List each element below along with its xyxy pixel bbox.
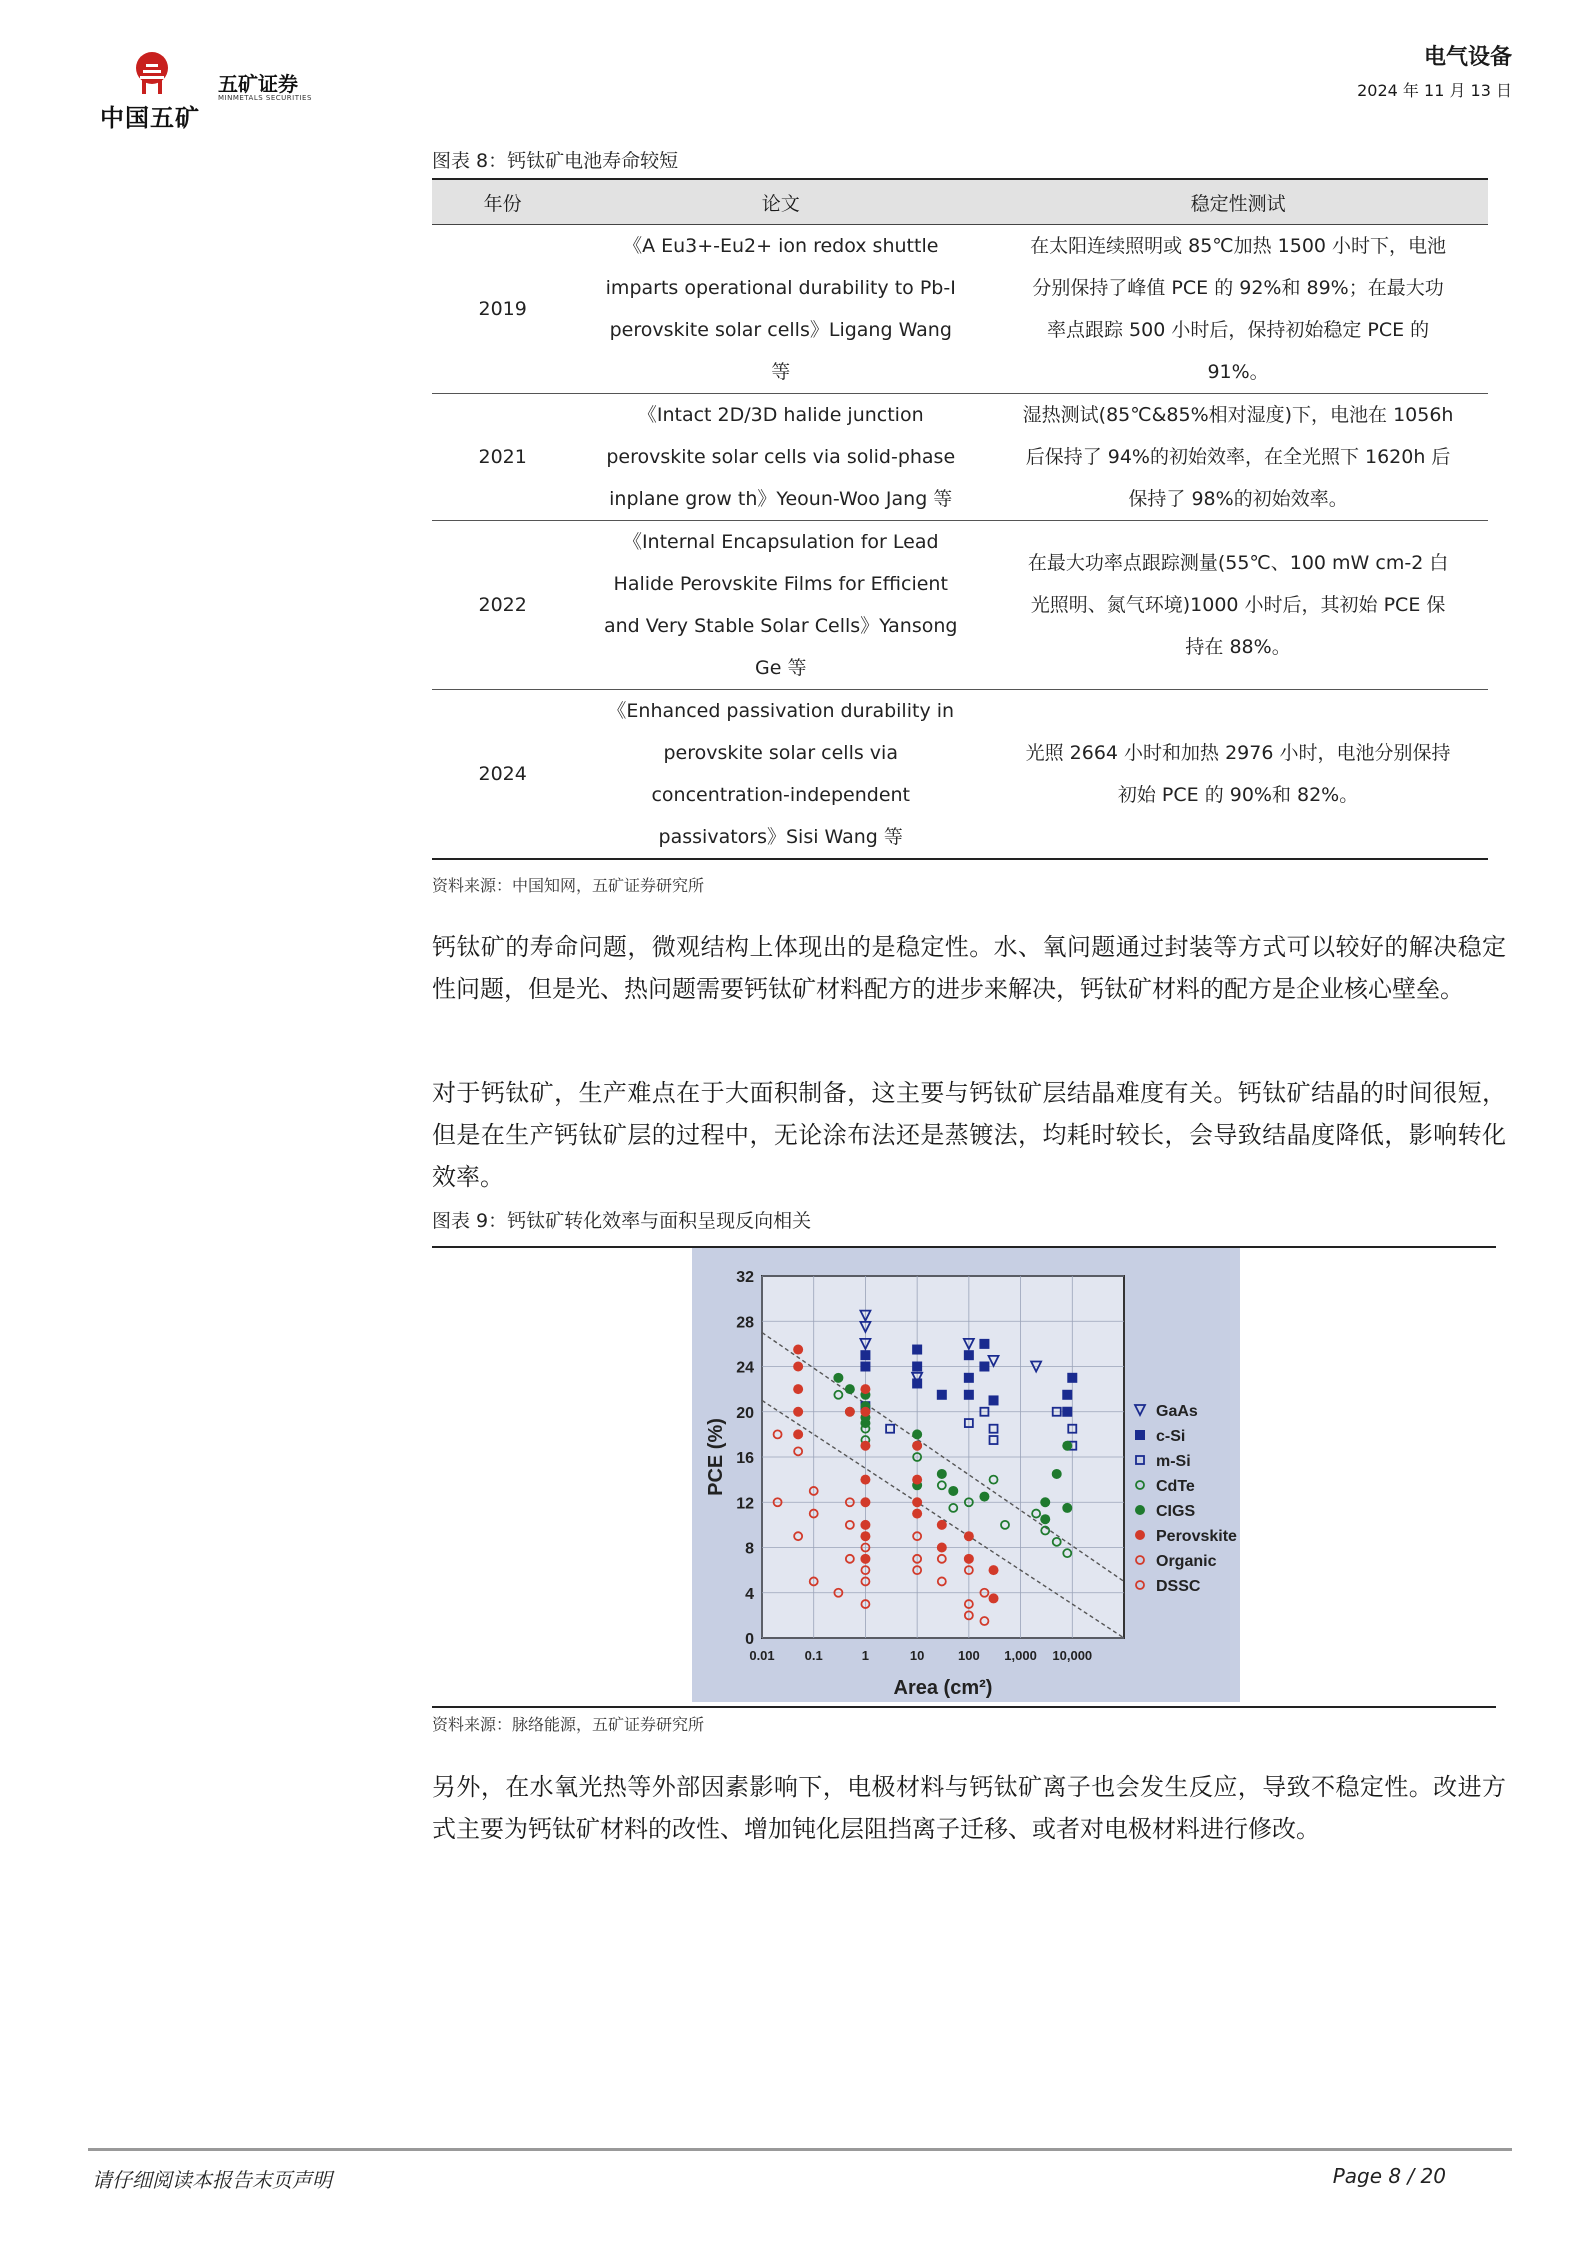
cell-line: 光照明、氮气环境)1000 小时后，其初始 PCE 保 [1030,594,1446,616]
data-point [948,1486,958,1496]
data-point [964,1554,974,1564]
cell-year: 2022 [432,521,573,690]
company-logo [100,50,330,130]
paragraph-production: 对于钙钛矿，生产难点在于大面积制备，这主要与钙钛矿层结晶难度有关。钙钛矿结晶的时间很短，但是在生产钙钛矿层的过程中，无论涂布法还是蒸镀法，均耗时较长，会导致结晶度降低，影响转化效率。 [432,1079,1506,1191]
data-point [937,1543,947,1553]
logo-chinese-name: 中国五矿 [100,104,200,132]
cell-line: 在太阳连续照明或 85℃加热 1500 小时下，电池 [1030,235,1447,257]
data-point [937,1469,947,1479]
cell-line: Ge 等 [755,657,807,679]
cell-line: perovskite solar cells》Ligang Wang [609,319,952,341]
data-point [1040,1497,1050,1507]
x-tick-label: 0.01 [749,1648,775,1663]
cell-line: 《A Eu3+-Eu2+ ion redox shuttle [623,235,939,257]
x-tick-label: 10 [909,1648,925,1663]
cell-stability [988,394,1488,521]
report-category: 电气设备 [1423,45,1512,70]
data-point [989,1395,999,1405]
y-tick-label: 4 [745,1585,754,1603]
cell-line: 后保持了 94%的初始效率，在全光照下 1620h 后 [1025,446,1451,468]
data-point [912,1441,922,1451]
data-point [937,1520,947,1530]
column-header-paper: 论文 [573,179,988,225]
data-point [860,1475,870,1485]
cell-line: 初始 PCE 的 90%和 82%。 [1117,784,1359,806]
data-point [912,1475,922,1485]
data-point [964,1390,974,1400]
cell-paper [573,225,988,394]
y-tick-label: 32 [736,1269,754,1286]
legend-label: c-Si [1156,1428,1186,1445]
cell-line: 《Intact 2D/3D halide junction [637,404,924,426]
data-point [845,1384,855,1394]
data-point [912,1378,922,1388]
data-point [912,1509,922,1519]
data-point [1067,1373,1077,1383]
y-tick-label: 28 [736,1314,754,1332]
data-point [860,1350,870,1360]
data-point [912,1429,922,1439]
data-point [979,1362,989,1372]
legend-label: CdTe [1156,1478,1195,1495]
table-header-row [432,179,1488,225]
data-point [860,1407,870,1417]
figure9-title: 图表 9：钙钛矿转化效率与面积呈现反向相关 [432,1210,812,1232]
brand-name: 五矿证券 [218,72,298,96]
data-point [793,1429,803,1439]
y-tick-label: 12 [736,1495,754,1513]
minmetals-emblem-icon [132,50,172,98]
data-point [833,1373,843,1383]
cell-line: 等 [771,361,791,383]
y-tick-label: 16 [736,1450,754,1467]
paragraph-lifetime: 钙钛矿的寿命问题，微观结构上体现出的是稳定性。水、氧问题通过封装等方式可以较好的解决稳定性问题，但是光、热问题需要钙钛矿材料配方的进步来解决，钙钛矿材料的配方是企业核心壁垒。 [432,933,1506,1003]
data-point [912,1345,922,1355]
legend-label: m-Si [1156,1453,1191,1470]
x-tick-label: 1 [861,1648,870,1663]
cell-line: concentration-independent [651,784,911,806]
data-point [912,1497,922,1507]
legend-label: CIGS [1156,1503,1196,1520]
data-point [860,1362,870,1372]
cell-line: 91%。 [1207,361,1269,383]
y-tick-label: 8 [745,1540,754,1558]
data-point [1062,1441,1072,1451]
x-tick-label: 0.1 [804,1648,823,1663]
cell-line: 光照 2664 小时和加热 2976 小时，电池分别保持 [1025,742,1451,764]
cell-year: 2021 [432,394,573,521]
data-point [793,1384,803,1394]
legend-marker [1135,1505,1145,1515]
legend-label: DSSC [1156,1578,1201,1595]
page-number: Page 8 / 20 [1332,2164,1446,2188]
footer-disclaimer-note: 请仔细阅读本报告末页声明 [92,2168,332,2192]
data-point [964,1373,974,1383]
cell-line: 率点跟踪 500 小时后，保持初始稳定 PCE 的 [1046,319,1430,341]
cell-line: perovskite solar cells via solid-phase [606,446,956,468]
data-point [860,1531,870,1541]
legend-marker [1135,1530,1145,1540]
data-point [937,1390,947,1400]
legend-marker [1135,1430,1145,1440]
data-point [979,1339,989,1349]
y-tick-label: 0 [745,1631,754,1648]
data-point [979,1492,989,1502]
data-point [989,1593,999,1603]
cell-year: 2019 [432,225,573,394]
cell-line: imparts operational durability to Pb-I [605,277,956,299]
table-row [432,225,1488,394]
data-point [860,1441,870,1451]
paragraph-electrode: 另外，在水氧光热等外部因素影响下，电极材料与钙钛矿离子也会发生反应，导致不稳定性。改进方式主要为钙钛矿材料的改性、增加钝化层阻挡离子迁移、或者对电极材料进行修改。 [432,1773,1506,1843]
cell-line: and Very Stable Solar Cells》Yansong [603,615,958,637]
brand-english-name: MINMETALS SECURITIES [218,94,312,102]
cell-line: 《Enhanced passivation durability in [607,700,955,722]
pce-area-scatter-chart [692,1248,1240,1702]
cell-line: inplane grow th》Yeoun-Woo Jang 等 [609,488,953,510]
data-point [793,1407,803,1417]
figure9-frame [432,1246,1496,1708]
cell-line: perovskite solar cells via [663,742,898,764]
data-point [989,1565,999,1575]
legend-label: GaAs [1156,1403,1198,1420]
data-point [1040,1514,1050,1524]
cell-line: 《Internal Encapsulation for Lead [622,531,939,553]
data-point [1062,1390,1072,1400]
cell-paper [573,394,988,521]
cell-stability [988,690,1488,860]
cell-stability [988,225,1488,394]
figure8-title: 图表 8：钙钛矿电池寿命较短 [432,150,679,172]
cell-paper [573,690,988,860]
report-date: 2024 年 11 月 13 日 [1357,81,1512,100]
y-axis-label: PCE (%) [705,1418,727,1496]
data-point [1052,1469,1062,1479]
data-point [1062,1407,1072,1417]
data-point [1062,1503,1072,1513]
data-point [860,1418,870,1428]
legend-label: Perovskite [1156,1528,1237,1545]
cell-stability [988,521,1488,690]
cell-paper [573,521,988,690]
cell-line: 分别保持了峰值 PCE 的 92%和 89%；在最大功 [1032,277,1444,299]
data-point [845,1407,855,1417]
column-header-year: 年份 [432,179,573,225]
data-point [860,1554,870,1564]
data-point [793,1362,803,1372]
x-tick-label: 10,000 [1052,1648,1093,1663]
table-row [432,394,1488,521]
y-tick-label: 24 [736,1359,754,1377]
data-point [860,1384,870,1394]
cell-year: 2024 [432,690,573,860]
x-tick-label: 100 [958,1648,980,1663]
data-point [860,1520,870,1530]
lifetime-table [432,178,1488,860]
footer-divider [88,2148,1512,2151]
y-tick-label: 20 [736,1404,754,1422]
cell-line: 湿热测试(85℃&85%相对湿度)下，电池在 1056h [1022,404,1454,426]
figure9-source: 资料来源：脉络能源，五矿证券研究所 [432,1715,705,1734]
data-point [912,1362,922,1372]
cell-line: Halide Perovskite Films for Efficient [613,573,948,595]
data-point [964,1350,974,1360]
legend-label: Organic [1156,1553,1217,1570]
figure8-source: 资料来源：中国知网，五矿证券研究所 [432,876,705,895]
x-axis-label: Area (cm²) [893,1677,993,1699]
data-point [860,1497,870,1507]
table-row [432,690,1488,860]
table-row [432,521,1488,690]
data-point [964,1531,974,1541]
cell-line: passivators》Sisi Wang 等 [658,826,903,848]
cell-line: 持在 88%。 [1185,636,1291,658]
cell-line: 保持了 98%的初始效率。 [1128,488,1348,510]
column-header-stability-test: 稳定性测试 [988,179,1488,225]
cell-line: 在最大功率点跟踪测量(55℃、100 mW cm-2 白 [1027,552,1449,574]
data-point [793,1345,803,1355]
x-tick-label: 1,000 [1004,1648,1037,1663]
